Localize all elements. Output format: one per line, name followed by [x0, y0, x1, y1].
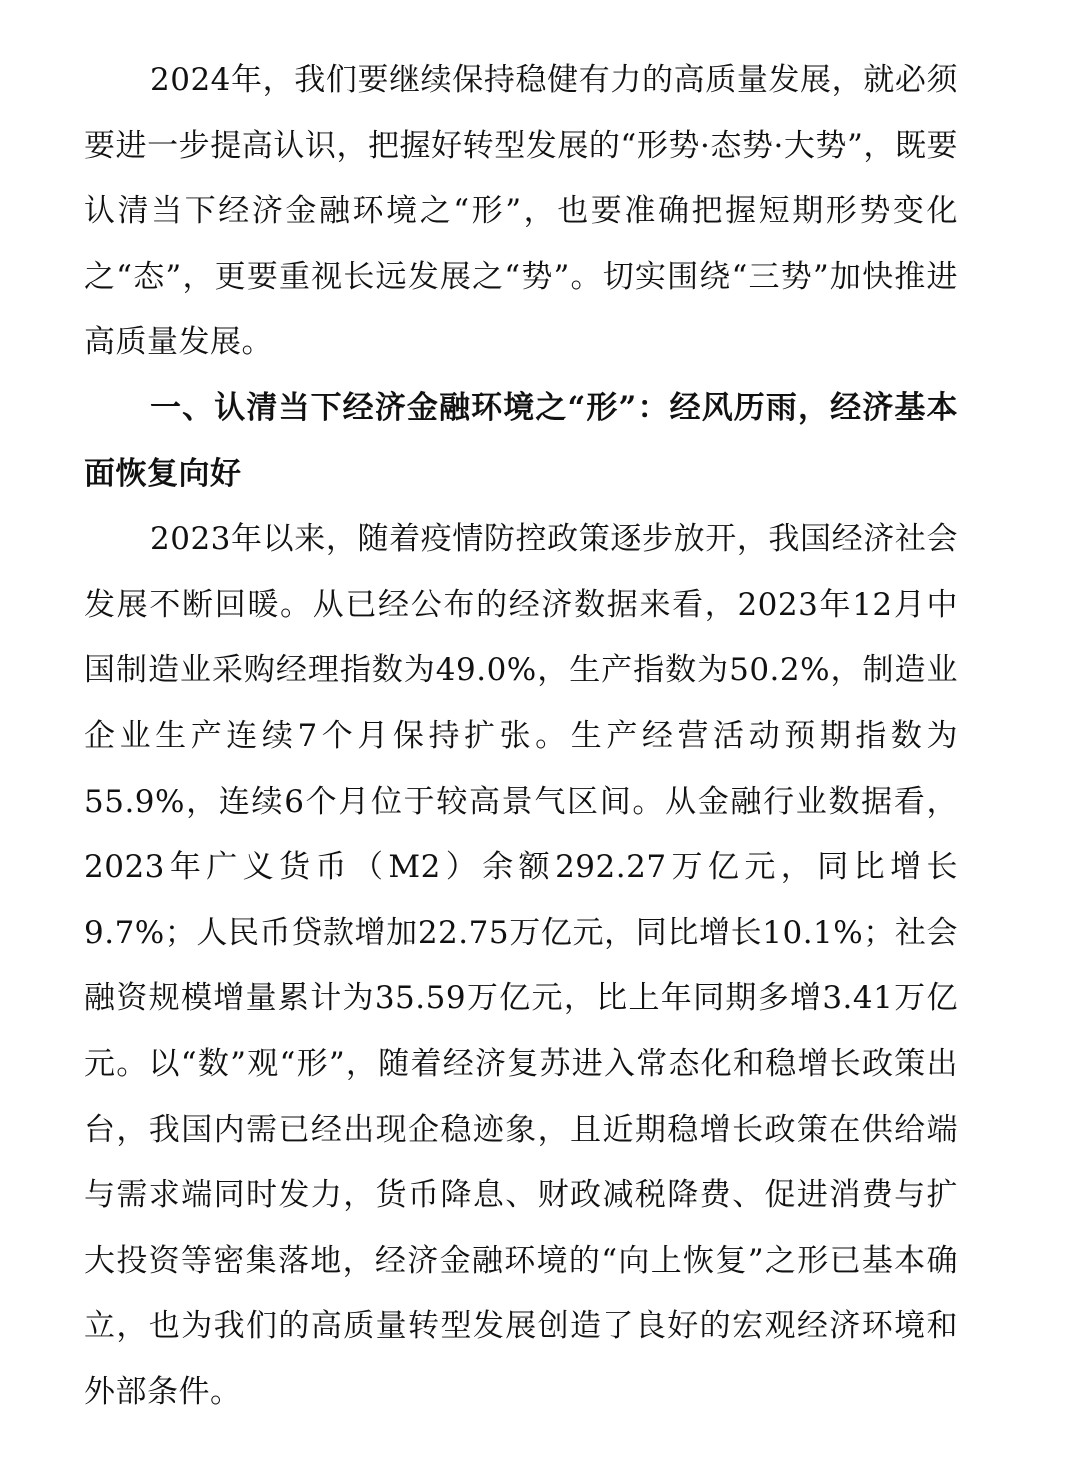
document-page — [84, 48, 958, 1425]
body-paragraph: 2023年以来，随着疫情防控政策逐步放开，我国经济社会发展不断回暖。从已经公布的经济数据来看，2023年12月中国制造业采购经理指数为49.0%，生产指数为50.2%，制造业企业生产连续7个月保持扩张。生产经营活动预期指数为55.9%，连续6个月位于较高景气区间。从金融行业数据看，2023年广义货币（M2）余额292.27万亿元，同比增长9.7%；人民币贷款增加22.75万亿元，同比增长10.1%；社会融资规模增量累计为35.59万亿元，比上年同期多增3.41万亿元。以“数”观“形”，随着经济复苏进入常态化和稳增长政策出台，我国内需已经出现企稳迹象，且近期稳增长政策在供给端与需求端同时发力，货币降息、财政减税降费、促进消费与扩大投资等密集落地，经济金融环境的“向上恢复”之形已基本确立，也为我们的高质量转型发展创造了良好的宏观经济环境和外部条件。 — [84, 521, 958, 1410]
section-heading: 一、认清当下经济金融环境之“形”：经风历雨，经济基本面恢复向好 — [84, 389, 958, 492]
intro-paragraph: 2024年，我们要继续保持稳健有力的高质量发展，就必须要进一步提高认识，把握好转型发展的“形势·态势·大势”，既要认清当下经济金融环境之“形”，也要准确把握短期形势变化之“态”，更要重视长远发展之“势”。切实围绕“三势”加快推进高质量发展。 — [84, 62, 958, 361]
